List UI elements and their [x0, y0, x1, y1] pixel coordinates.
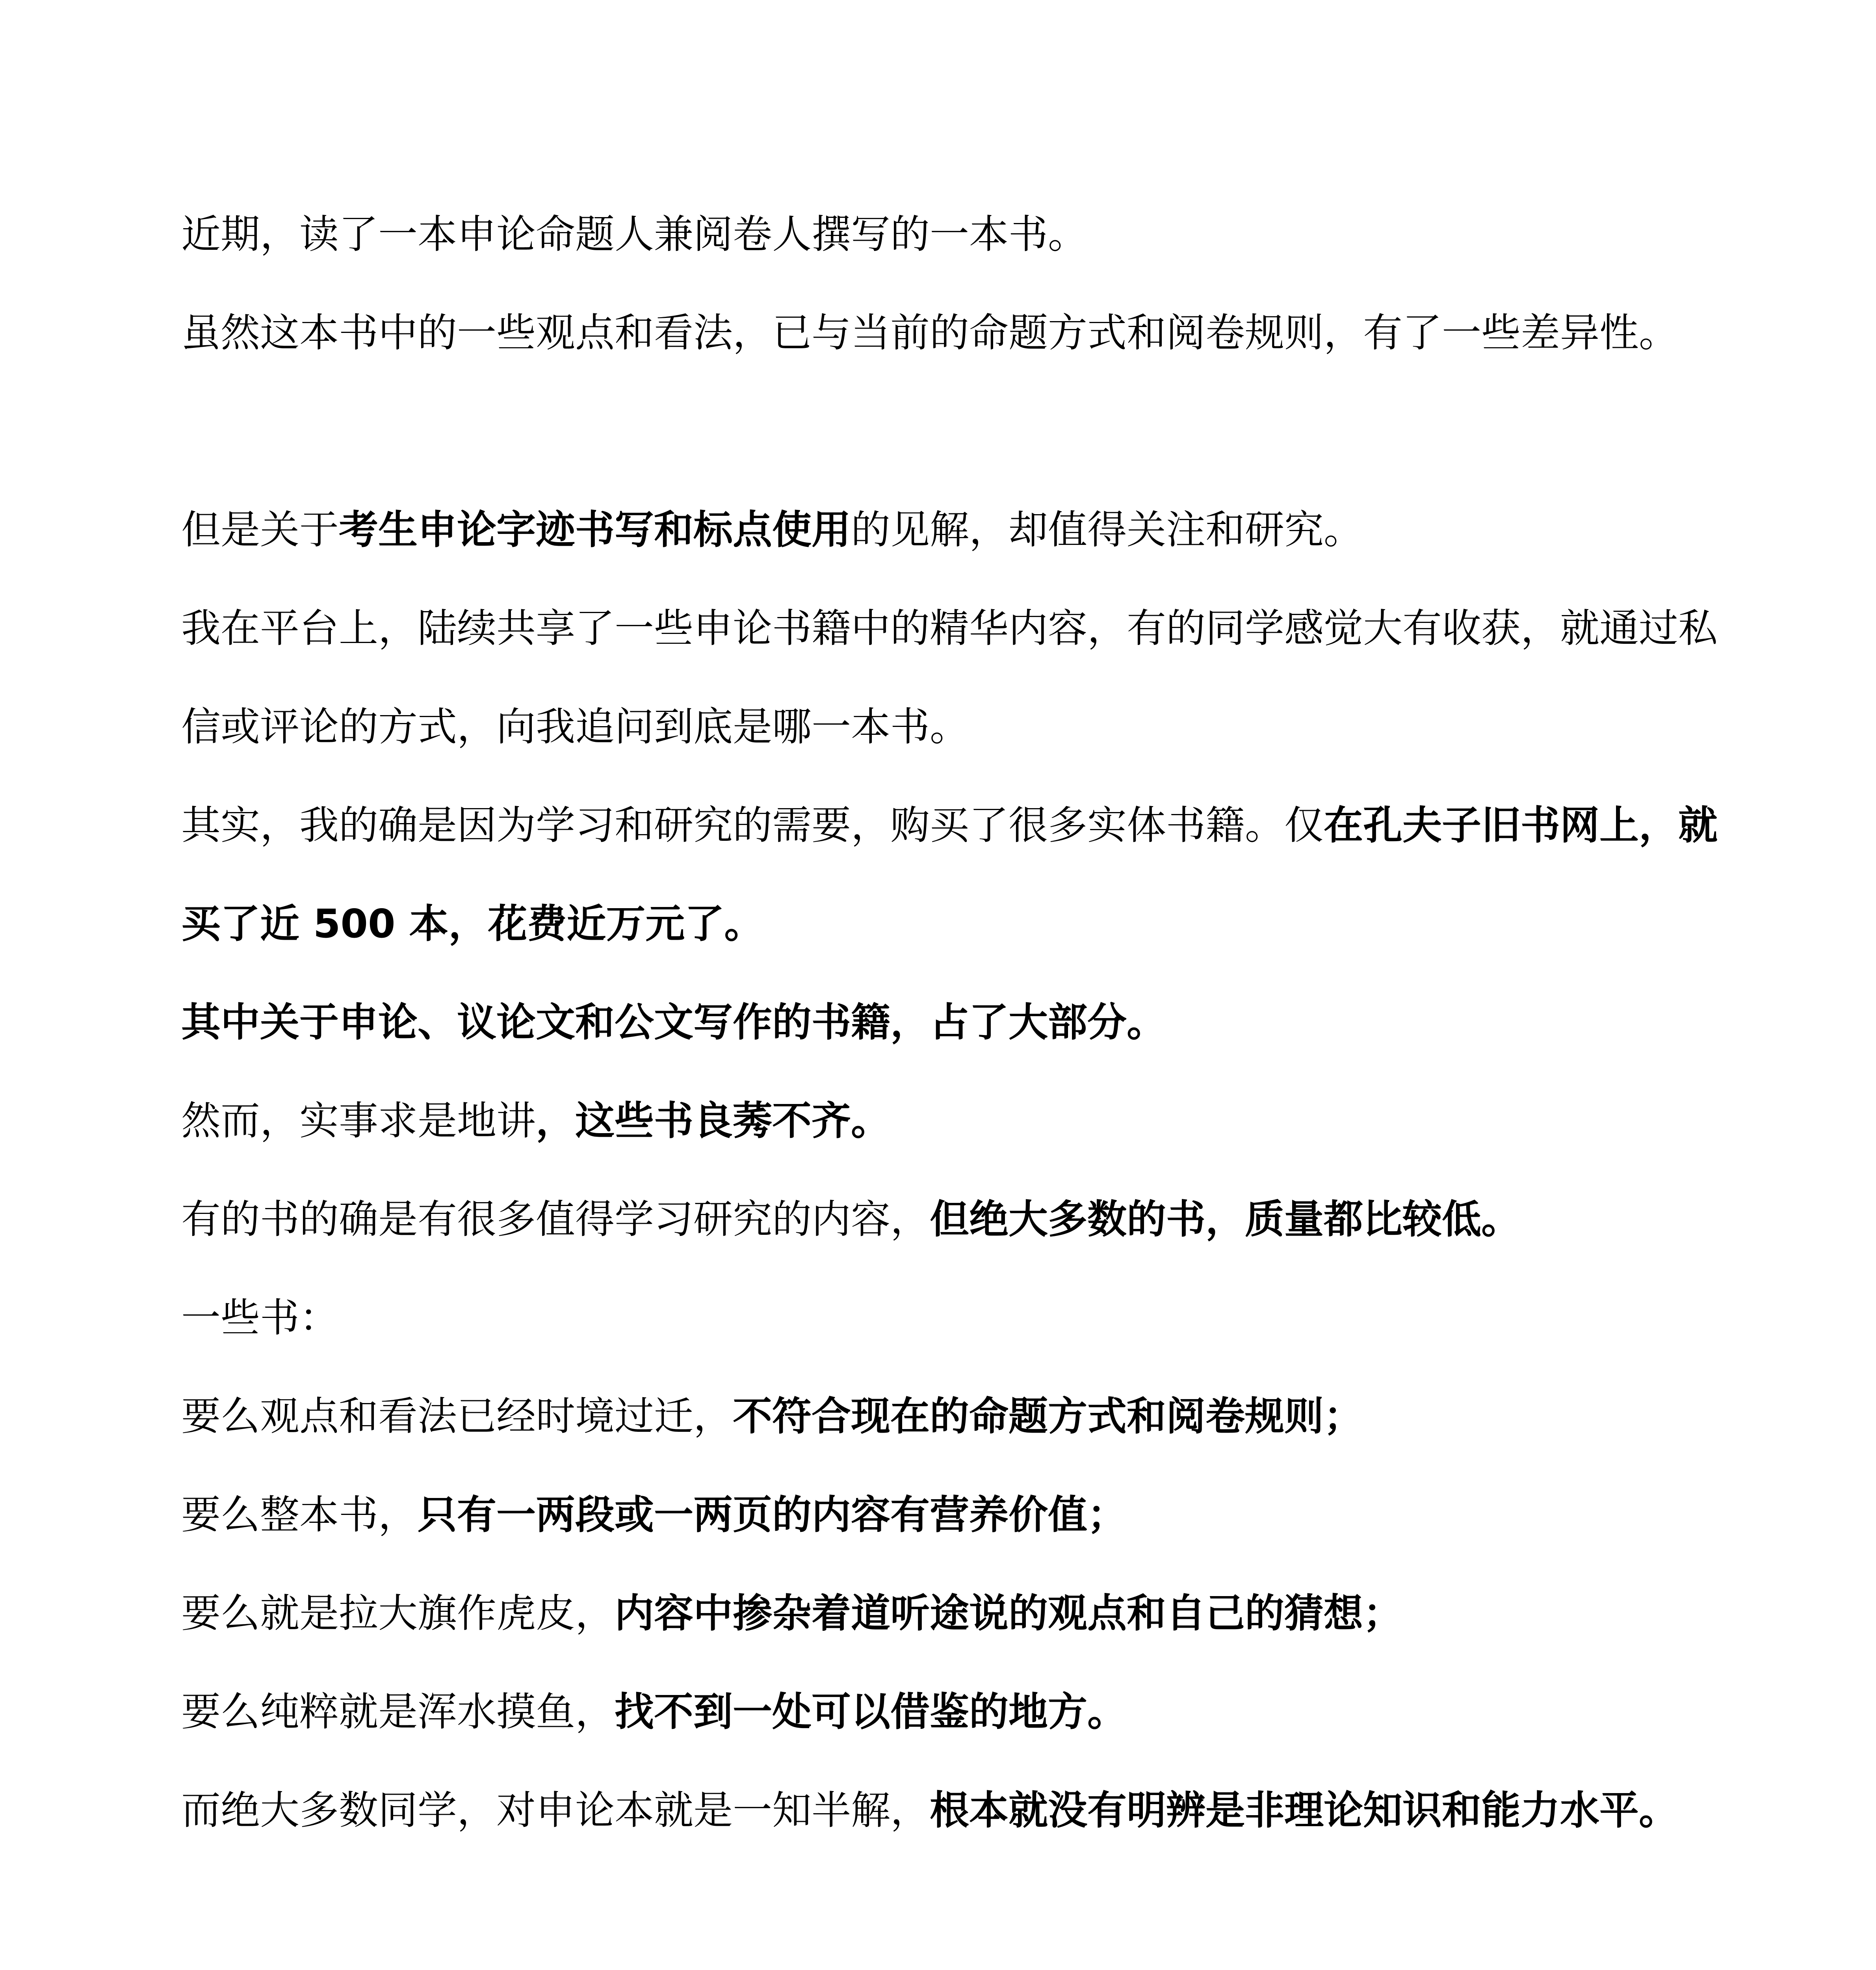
bold-text-run: 内容中掺杂着道听途说的观点和自己的猜想；	[615, 1590, 1402, 1636]
text-run: 而绝大多数同学，对申论本就是一知半解，	[181, 1787, 930, 1833]
bold-text-run: ，这些书良莠不齐。	[536, 1098, 890, 1144]
bold-text-run: 找不到一处可以借鉴的地方。	[615, 1689, 1127, 1735]
paragraph-4	[181, 579, 1718, 776]
paragraph-3	[181, 481, 1718, 579]
text-run: 一些书：	[181, 1295, 339, 1341]
paragraph-1	[181, 185, 1718, 284]
text-run: 要么整本书，	[181, 1492, 418, 1538]
paragraph-10	[181, 1367, 1718, 1466]
text-run: 要么纯粹就是浑水摸鱼，	[181, 1689, 615, 1735]
bold-text-run: 其中关于申论、议论文和公文写作的书籍，占了大部分。	[181, 999, 1166, 1045]
paragraph-14	[181, 1761, 1718, 1860]
bold-text-run: 只有一两段或一两页的内容有营养价值；	[418, 1492, 1127, 1538]
paragraph-15	[181, 1958, 1718, 1970]
bold-text-run: 不符合现在的命题方式和阅卷规则；	[733, 1393, 1363, 1439]
text-run: 虽然这本书中的一些观点和看法，已与当前的命题方式和阅卷规则，有了一些差异性。	[181, 310, 1678, 356]
paragraph-5	[181, 776, 1718, 973]
paragraph-8	[181, 1170, 1718, 1269]
paragraph-11	[181, 1466, 1718, 1564]
paragraph-7	[181, 1072, 1718, 1170]
text-run: 的见解，却值得关注和研究。	[851, 507, 1363, 553]
bold-text-run: 考生申论字迹书写和标点使用	[339, 507, 851, 553]
text-run: 其实，我的确是因为学习和研究的需要，购买了很多实体书籍。仅	[181, 802, 1324, 848]
paragraph-9	[181, 1269, 1718, 1367]
text-run: 然而，实事求是地讲	[181, 1098, 536, 1144]
text-run: 近期，读了一本申论命题人兼阅卷人撰写的一本书。	[181, 211, 1087, 257]
paragraph-2	[181, 284, 1718, 382]
paragraph-12	[181, 1564, 1718, 1663]
text-run: 有的书的确是有很多值得学习研究的内容，	[181, 1196, 930, 1242]
bold-text-run: 根本就没有明辨是非理论知识和能力水平。	[930, 1787, 1678, 1833]
paragraph-6	[181, 973, 1718, 1072]
text-run: 要么观点和看法已经时境过迁，	[181, 1393, 733, 1439]
paragraph-13	[181, 1663, 1718, 1761]
text-run: 我在平台上，陆续共享了一些申论书籍中的精华内容，有的同学感觉大有收获，就通过私信或评论的方式，向我追问到底是哪一本书。	[181, 605, 1718, 750]
text-run: 要么就是拉大旗作虎皮，	[181, 1590, 615, 1636]
bold-text-run: 但绝大多数的书，质量都比较低。	[930, 1196, 1521, 1242]
bold-text-run: 在孔夫子旧书网上，就买了近 500 本，花费近万元了。	[181, 802, 1718, 947]
text-run: 但是关于	[181, 507, 339, 553]
